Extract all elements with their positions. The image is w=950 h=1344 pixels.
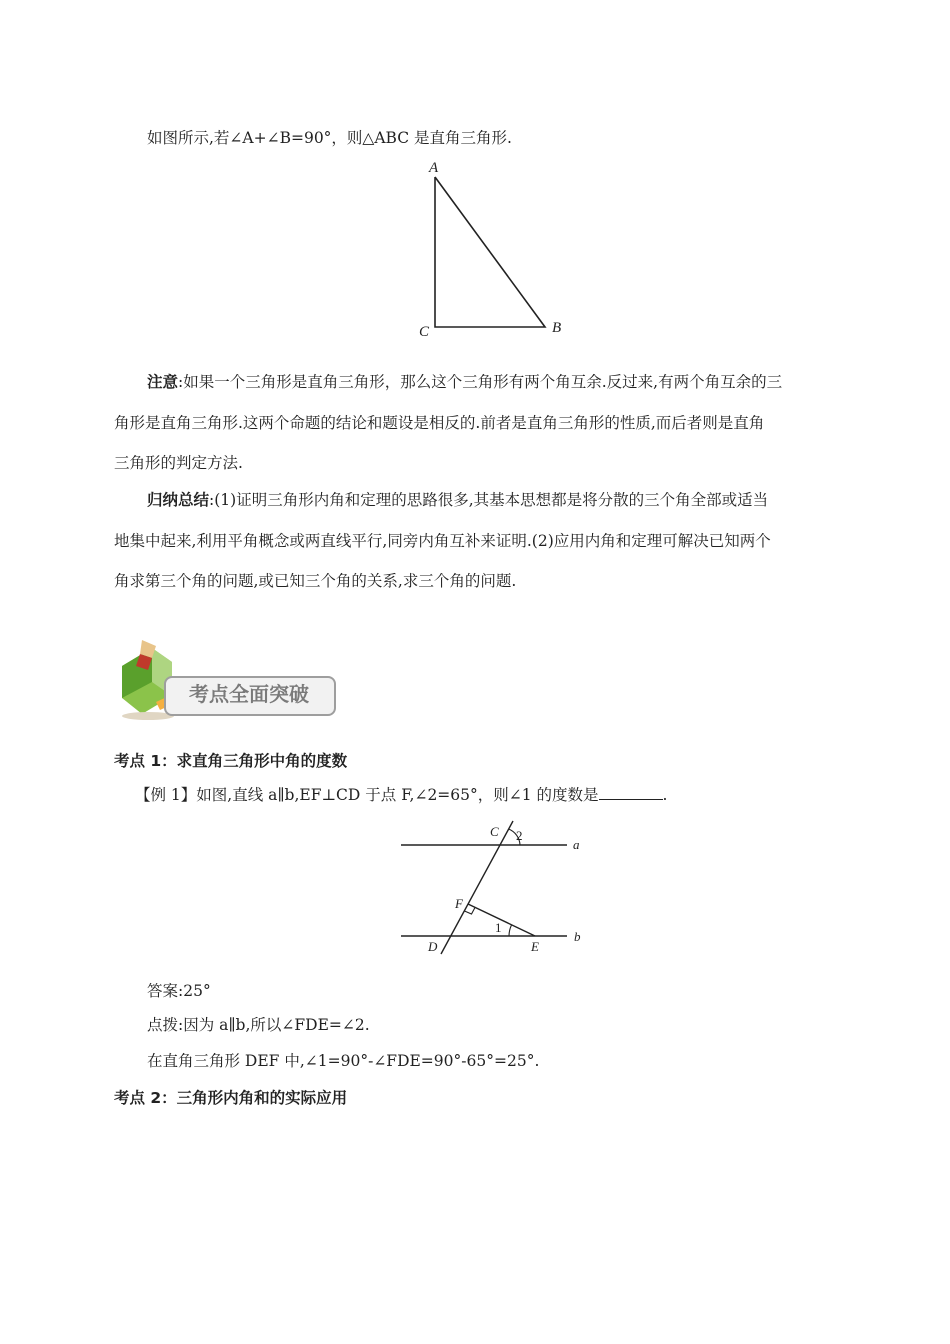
vertex-b-label: B: [552, 320, 562, 336]
answer-blank: [599, 785, 663, 800]
example-1-question: 【例 1】如图,直线 a∥b,EF⊥CD 于点 F,∠2=65°，则∠1 的度数是 .: [135, 786, 668, 804]
triangle-abc-figure: [405, 155, 575, 345]
note-line-1: 注意:如果一个三角形是直角三角形，那么这个三角形有两个角互余.反过来,有两个角互余的三: [147, 373, 783, 391]
segment-fe: [468, 904, 535, 936]
summary-line-1: 归纳总结:(1)证明三角形内角和定理的思路很多,其基本思想都是将分散的三个角全部或适当: [147, 491, 769, 509]
note-line-3: 三角形的判定方法.: [114, 454, 243, 472]
kaodian-1-heading: 考点 1：求直角三角形中角的度数: [114, 752, 348, 770]
parallel-lines-figure: [395, 818, 595, 960]
label-1: 1: [495, 920, 502, 935]
section-banner: [112, 636, 337, 722]
label-f: F: [455, 896, 463, 911]
example-1-tag: 【例 1】: [135, 786, 197, 804]
summary-label: 归纳总结: [147, 491, 210, 509]
label-b: b: [574, 929, 581, 944]
summary-line-2: 地集中起来,利用平角概念或两直线平行,同旁内角互补来证明.(2)应用内角和定理可解决已知两个: [114, 532, 771, 550]
vertex-a-label: A: [429, 160, 439, 176]
answer-text: 答案:25°: [147, 982, 211, 1000]
label-e: E: [531, 939, 539, 954]
note-line-2: 角形是直角三角形.这两个命题的结论和题设是相反的.前者是直角三角形的性质,而后者则是直角: [114, 414, 765, 432]
summary-line-3: 角求第三个角的问题,或已知三个角的关系,求三个角的问题.: [114, 572, 517, 590]
label-c: C: [490, 824, 499, 839]
banner-title: 考点全面突破: [189, 682, 309, 706]
line-cd: [441, 821, 513, 954]
angle-1-arc: [509, 925, 512, 936]
vertex-c-label: C: [419, 324, 430, 340]
hint-text: 点拨:因为 a∥b,所以∠FDE=∠2.: [147, 1016, 370, 1034]
label-a: a: [573, 837, 580, 852]
kaodian-2-heading: 考点 2：三角形内角和的实际应用: [114, 1089, 348, 1107]
hint-calculation: 在直角三角形 DEF 中,∠1=90°-∠FDE=90°-65°=25°.: [147, 1052, 540, 1070]
intro-text: 如图所示,若∠A+∠B=90°，则△ABC 是直角三角形.: [147, 129, 512, 147]
note-label: 注意: [147, 373, 179, 391]
label-d: D: [428, 939, 438, 954]
label-2: 2: [516, 828, 523, 843]
triangle-abc-shape: [435, 177, 545, 327]
